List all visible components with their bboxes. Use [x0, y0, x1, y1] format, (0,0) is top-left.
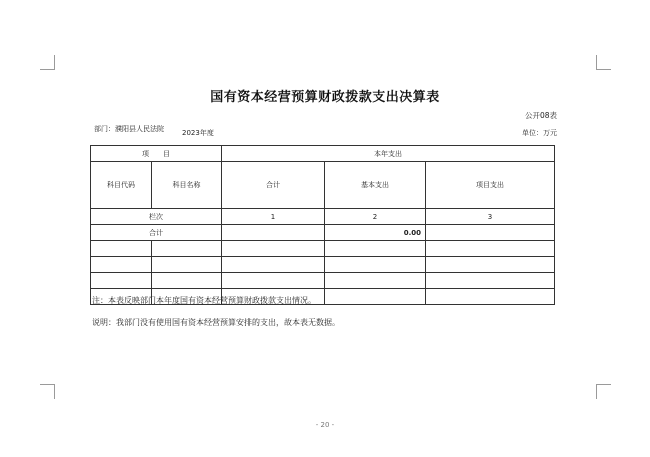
note-2: 说明：我部门没有使用国有资本经营预算安排的支出，故本表无数据。 — [92, 318, 340, 327]
seq-3: 3 — [426, 209, 555, 225]
col-subject-code: 科目代码 — [91, 162, 152, 209]
project-header: 项 目 — [91, 146, 222, 162]
crop-mark-top-right — [596, 55, 611, 70]
total-cell — [222, 225, 325, 241]
expenditure-table — [90, 145, 555, 305]
department-label: 部门：濮阳县人民法院 — [94, 125, 164, 133]
table-row — [91, 241, 555, 257]
col-basic-expenditure: 基本支出 — [325, 162, 426, 209]
crop-mark-bottom-left — [40, 384, 55, 399]
total-amount: 0.00 — [325, 225, 426, 241]
col-subject-name: 科目名称 — [152, 162, 222, 209]
page-number: - 20 - — [315, 421, 335, 429]
current-year-header: 本年支出 — [222, 146, 555, 162]
total-label: 合计 — [91, 225, 222, 241]
table-row — [91, 273, 555, 289]
seq-2: 2 — [325, 209, 426, 225]
col-project-expenditure: 项目支出 — [426, 162, 555, 209]
row-total — [91, 225, 555, 241]
fiscal-year: 2023年度 — [182, 129, 214, 137]
row-sequence — [91, 209, 555, 225]
col-total: 合计 — [222, 162, 325, 209]
empty-cell — [426, 225, 555, 241]
note-1: 注：本表反映部门本年度国有资本经营预算财政拨款支出情况。 — [92, 296, 316, 305]
form-number: 公开08表 — [524, 111, 557, 120]
table-header-row — [91, 146, 555, 162]
row-seq-label: 栏次 — [91, 209, 222, 225]
table-subheader-row — [91, 162, 555, 209]
document-title: 国有资本经营预算财政拨款支出决算表 — [210, 90, 440, 105]
seq-1: 1 — [222, 209, 325, 225]
table-row — [91, 257, 555, 273]
crop-mark-top-left — [40, 55, 55, 70]
unit-label: 单位：万元 — [522, 129, 557, 137]
crop-mark-bottom-right — [596, 384, 611, 399]
